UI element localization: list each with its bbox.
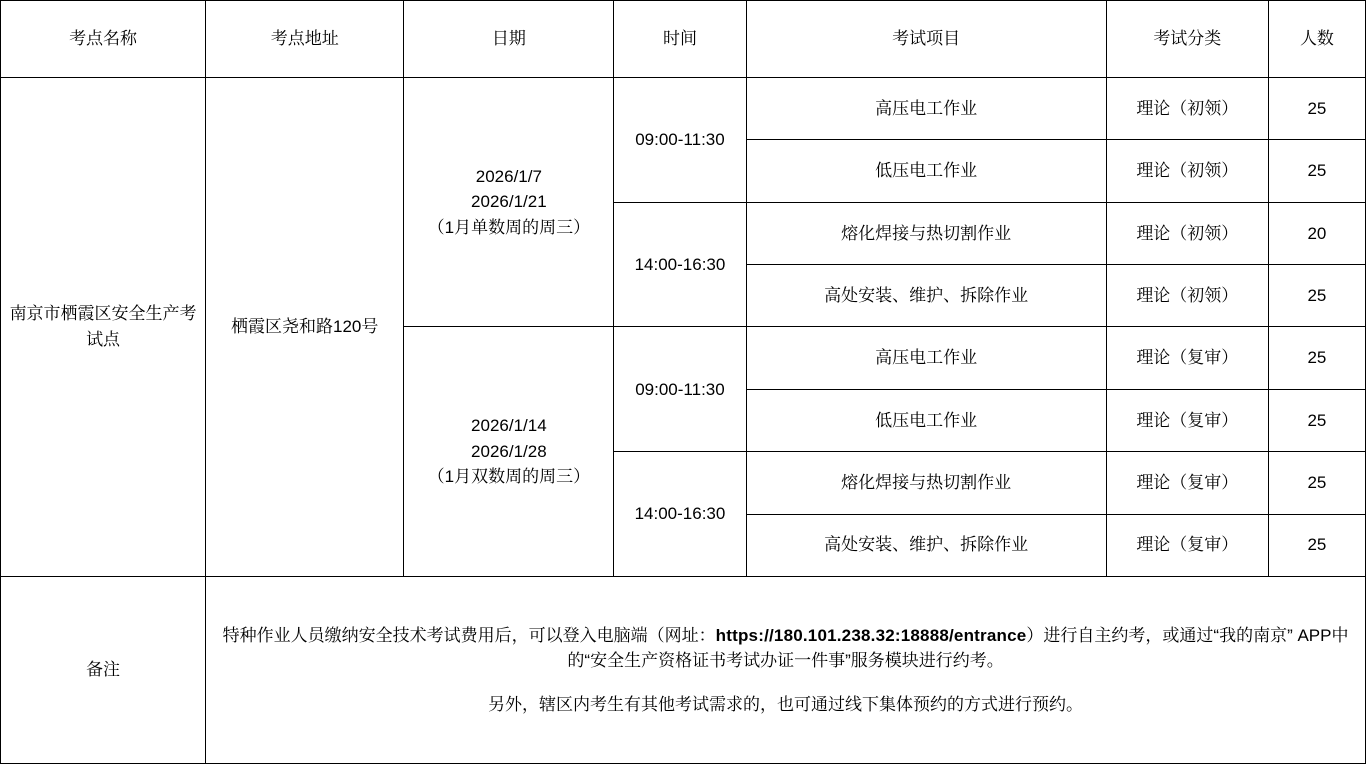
category-cell: 理论（复审） (1106, 389, 1268, 451)
date-note: （1月双数周的周三） (427, 467, 591, 487)
count-cell: 25 (1268, 327, 1365, 389)
remark-text-part-1: 特种作业人员缴纳安全技术考试费用后，可以登入电脑端（网址： (222, 625, 716, 645)
count-cell: 20 (1268, 202, 1365, 264)
date-note: （1月单数周的周三） (427, 217, 591, 237)
header-time: 时间 (614, 1, 746, 78)
time-cell: 14:00-16:30 (614, 452, 746, 577)
count-cell: 25 (1268, 389, 1365, 451)
subject-cell: 熔化焊接与热切割作业 (746, 452, 1106, 514)
count-cell: 25 (1268, 265, 1365, 327)
header-site-name: 考点名称 (1, 1, 206, 78)
remark-paragraph-2: 另外，辖区内考生有其他考试需求的，也可通过线下集体预约的方式进行预约。 (488, 694, 1084, 714)
count-cell: 25 (1268, 514, 1365, 576)
subject-cell: 高处安装、维护、拆除作业 (746, 514, 1106, 576)
subject-cell: 高压电工作业 (746, 327, 1106, 389)
category-cell: 理论（初领） (1106, 202, 1268, 264)
category-cell: 理论（复审） (1106, 327, 1268, 389)
category-cell: 理论（复审） (1106, 452, 1268, 514)
count-cell: 25 (1268, 78, 1365, 140)
registration-url[interactable]: https://180.101.238.32:18888/entrance (715, 625, 1027, 645)
table-header-row (1, 1, 1366, 78)
count-cell: 25 (1268, 140, 1365, 202)
subject-cell: 高处安装、维护、拆除作业 (746, 265, 1106, 327)
time-cell: 09:00-11:30 (614, 78, 746, 203)
category-cell: 理论（初领） (1106, 265, 1268, 327)
site-name-cell: 南京市栖霞区安全生产考试点 (1, 78, 206, 577)
subject-cell: 熔化焊接与热切割作业 (746, 202, 1106, 264)
header-site-address: 考点地址 (206, 1, 404, 78)
table-row (1, 78, 1366, 140)
remark-row (1, 576, 1366, 763)
date-line: 2026/1/7 (475, 166, 542, 186)
time-cell: 14:00-16:30 (614, 202, 746, 327)
date-line: 2026/1/28 (471, 441, 547, 461)
header-count: 人数 (1268, 1, 1365, 78)
header-subject: 考试项目 (746, 1, 1106, 78)
date-line: 2026/1/14 (471, 416, 547, 436)
date-cell-group-2 (404, 327, 614, 576)
category-cell: 理论（初领） (1106, 140, 1268, 202)
subject-cell: 低压电工作业 (746, 140, 1106, 202)
remark-text-part-2: ）进行自主约考，或通过“我的南京” APP中的“安全生产资格证书考试办证一件事”服务模块进行约考。 (567, 625, 1349, 671)
site-address-cell: 栖霞区尧和路120号 (206, 78, 404, 577)
category-cell: 理论（初领） (1106, 78, 1268, 140)
remark-paragraph-1 (212, 623, 1359, 674)
remark-body (206, 576, 1366, 763)
date-cell-group-1 (404, 78, 614, 327)
remark-label: 备注 (1, 576, 206, 763)
date-line: 2026/1/21 (471, 192, 547, 212)
subject-cell: 低压电工作业 (746, 389, 1106, 451)
category-cell: 理论（复审） (1106, 514, 1268, 576)
subject-cell: 高压电工作业 (746, 78, 1106, 140)
count-cell: 25 (1268, 452, 1365, 514)
header-date: 日期 (404, 1, 614, 78)
time-cell: 09:00-11:30 (614, 327, 746, 452)
header-category: 考试分类 (1106, 1, 1268, 78)
